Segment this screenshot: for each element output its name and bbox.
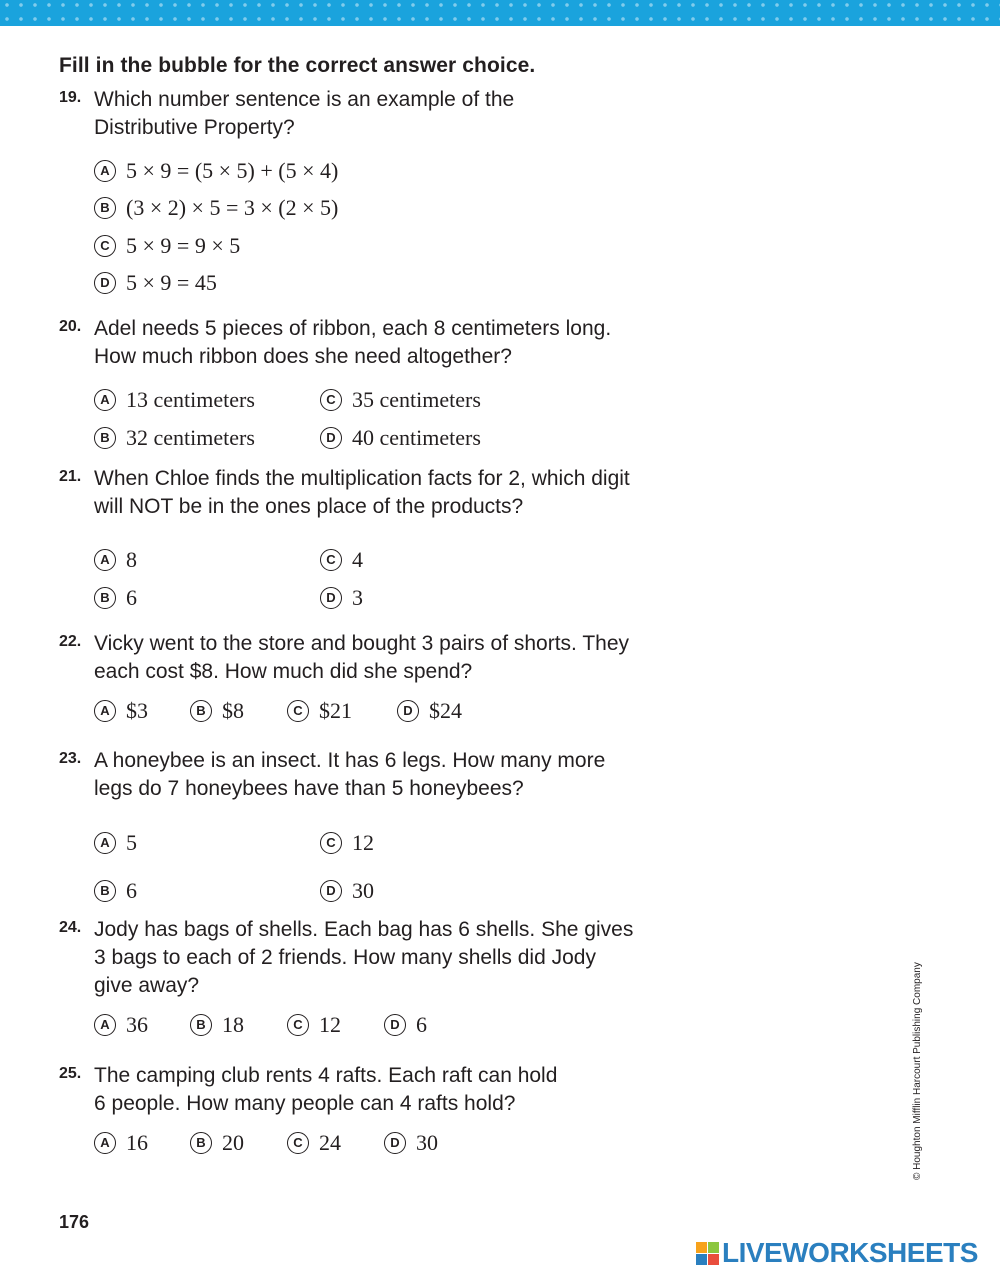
question-19 bbox=[59, 86, 719, 295]
instructions: Fill in the bubble for the correct answer choice. bbox=[59, 54, 536, 77]
option-c[interactable] bbox=[94, 233, 240, 259]
option-d[interactable] bbox=[94, 270, 217, 296]
answer-bubble[interactable]: D bbox=[397, 700, 419, 722]
answer-bubble[interactable]: C bbox=[320, 389, 342, 411]
question-number: 19. bbox=[59, 89, 82, 106]
answer-bubble[interactable]: D bbox=[320, 427, 342, 449]
question-24 bbox=[59, 916, 719, 1037]
logo-block bbox=[708, 1242, 719, 1253]
logo-block bbox=[708, 1254, 719, 1265]
option-c[interactable] bbox=[287, 1012, 341, 1038]
option-d[interactable] bbox=[320, 585, 363, 611]
option-text: 4 bbox=[352, 547, 363, 572]
option-text: 16 bbox=[126, 1130, 148, 1155]
option-b[interactable] bbox=[190, 1012, 244, 1038]
question-text: Adel needs 5 pieces of ribbon, each 8 centimeters long. How much ribbon does she need altogether? bbox=[94, 317, 612, 368]
question-number: 23. bbox=[59, 750, 82, 767]
answer-bubble[interactable]: B bbox=[94, 587, 116, 609]
question-23 bbox=[59, 747, 719, 903]
option-b[interactable] bbox=[94, 195, 338, 221]
question-text: When Chloe finds the multiplication facts for 2, which digit will NOT be in the ones place of the products? bbox=[94, 467, 630, 518]
option-text: 32 centimeters bbox=[126, 425, 255, 450]
answer-bubble[interactable]: D bbox=[94, 272, 116, 294]
answer-bubble[interactable]: C bbox=[287, 700, 309, 722]
copyright-notice: © Houghton Mifflin Harcourt Publishing Company bbox=[912, 962, 923, 1180]
option-a[interactable] bbox=[94, 1130, 148, 1156]
option-a[interactable] bbox=[94, 158, 338, 184]
question-20 bbox=[59, 315, 719, 450]
decorative-top-band bbox=[0, 0, 1000, 26]
option-text: 20 bbox=[222, 1130, 244, 1155]
option-text: (3 × 2) × 5 = 3 × (2 × 5) bbox=[126, 195, 339, 220]
option-text: 36 bbox=[126, 1012, 148, 1037]
question-number: 20. bbox=[59, 318, 82, 335]
option-b[interactable] bbox=[94, 425, 255, 451]
option-text: $24 bbox=[429, 698, 462, 723]
answer-bubble[interactable]: A bbox=[94, 389, 116, 411]
option-text: 30 bbox=[352, 878, 374, 903]
option-d[interactable] bbox=[397, 698, 462, 724]
option-d[interactable] bbox=[384, 1130, 438, 1156]
option-b[interactable] bbox=[190, 1130, 244, 1156]
answer-bubble[interactable]: A bbox=[94, 1132, 116, 1154]
option-b[interactable] bbox=[94, 585, 137, 611]
option-text: 13 centimeters bbox=[126, 387, 255, 412]
answer-bubble[interactable]: C bbox=[94, 235, 116, 257]
option-text: 6 bbox=[126, 878, 137, 903]
question-number: 21. bbox=[59, 468, 82, 485]
option-b[interactable] bbox=[94, 878, 137, 904]
question-text: A honeybee is an insect. It has 6 legs. How many more legs do 7 honeybees have than 5 honeybees? bbox=[94, 749, 606, 800]
option-text: 40 centimeters bbox=[352, 425, 481, 450]
question-number: 25. bbox=[59, 1065, 82, 1082]
option-text: 35 centimeters bbox=[352, 387, 481, 412]
option-text: 12 bbox=[319, 1012, 341, 1037]
option-a[interactable] bbox=[94, 387, 255, 413]
option-text: 30 bbox=[416, 1130, 438, 1155]
answer-bubble[interactable]: D bbox=[384, 1014, 406, 1036]
option-text: 6 bbox=[416, 1012, 427, 1037]
question-text: Vicky went to the store and bought 3 pairs of shorts. They each cost $8. How much did she spend? bbox=[94, 632, 630, 683]
answer-bubble[interactable]: D bbox=[320, 587, 342, 609]
answer-bubble[interactable]: A bbox=[94, 832, 116, 854]
option-text: 6 bbox=[126, 585, 137, 610]
option-c[interactable] bbox=[320, 387, 481, 413]
answer-bubble[interactable]: C bbox=[287, 1132, 309, 1154]
logo-block bbox=[696, 1254, 707, 1265]
question-text: Jody has bags of shells. Each bag has 6 shells. She gives 3 bags to each of 2 friends. How many shells did Jody give away? bbox=[94, 918, 634, 997]
option-text: $8 bbox=[222, 698, 244, 723]
answer-bubble[interactable]: A bbox=[94, 160, 116, 182]
question-number: 22. bbox=[59, 633, 82, 650]
question-number: 24. bbox=[59, 919, 82, 936]
option-d[interactable] bbox=[320, 425, 481, 451]
option-text: 3 bbox=[352, 585, 363, 610]
answer-bubble[interactable]: A bbox=[94, 700, 116, 722]
answer-bubble[interactable]: D bbox=[384, 1132, 406, 1154]
option-text: 8 bbox=[126, 547, 137, 572]
answer-bubble[interactable]: D bbox=[320, 880, 342, 902]
logo-block bbox=[696, 1242, 707, 1253]
option-a[interactable] bbox=[94, 830, 137, 856]
answer-bubble[interactable]: C bbox=[320, 549, 342, 571]
question-21 bbox=[59, 465, 719, 610]
option-d[interactable] bbox=[384, 1012, 427, 1038]
option-text: 5 × 9 = (5 × 5) + (5 × 4) bbox=[126, 158, 339, 183]
option-text: 5 × 9 = 9 × 5 bbox=[126, 233, 241, 258]
option-c[interactable] bbox=[320, 830, 374, 856]
option-text: 24 bbox=[319, 1130, 341, 1155]
answer-bubble[interactable]: B bbox=[94, 427, 116, 449]
answer-bubble[interactable]: B bbox=[190, 1014, 212, 1036]
option-c[interactable] bbox=[287, 698, 352, 724]
option-text: $21 bbox=[319, 698, 352, 723]
option-c[interactable] bbox=[287, 1130, 341, 1156]
option-text: 12 bbox=[352, 830, 374, 855]
logo-blocks-icon bbox=[696, 1242, 719, 1265]
answer-bubble[interactable]: B bbox=[190, 700, 212, 722]
answer-bubble[interactable]: C bbox=[287, 1014, 309, 1036]
option-text: 5 × 9 = 45 bbox=[126, 270, 217, 295]
option-b[interactable] bbox=[190, 698, 244, 724]
answer-bubble[interactable]: B bbox=[190, 1132, 212, 1154]
logo-text: LIVEWORKSHEETS bbox=[722, 1237, 978, 1268]
option-text: $3 bbox=[126, 698, 148, 723]
question-25 bbox=[59, 1062, 719, 1155]
question-text: Which number sentence is an example of the Distributive Property? bbox=[94, 88, 515, 139]
answer-bubble[interactable]: A bbox=[94, 1014, 116, 1036]
option-text: 18 bbox=[222, 1012, 244, 1037]
liveworksheets-logo[interactable] bbox=[696, 1238, 978, 1268]
answer-bubble[interactable]: C bbox=[320, 832, 342, 854]
answer-bubble[interactable]: B bbox=[94, 197, 116, 219]
question-text: The camping club rents 4 rafts. Each raft can hold 6 people. How many people can 4 rafts hold? bbox=[94, 1064, 558, 1115]
option-a[interactable] bbox=[94, 698, 148, 724]
option-a[interactable] bbox=[94, 1012, 148, 1038]
option-a[interactable] bbox=[94, 547, 137, 573]
question-22 bbox=[59, 630, 719, 723]
option-d[interactable] bbox=[320, 878, 374, 904]
option-c[interactable] bbox=[320, 547, 363, 573]
option-text: 5 bbox=[126, 830, 137, 855]
answer-bubble[interactable]: B bbox=[94, 880, 116, 902]
answer-bubble[interactable]: A bbox=[94, 549, 116, 571]
page-number: 176 bbox=[59, 1212, 90, 1232]
